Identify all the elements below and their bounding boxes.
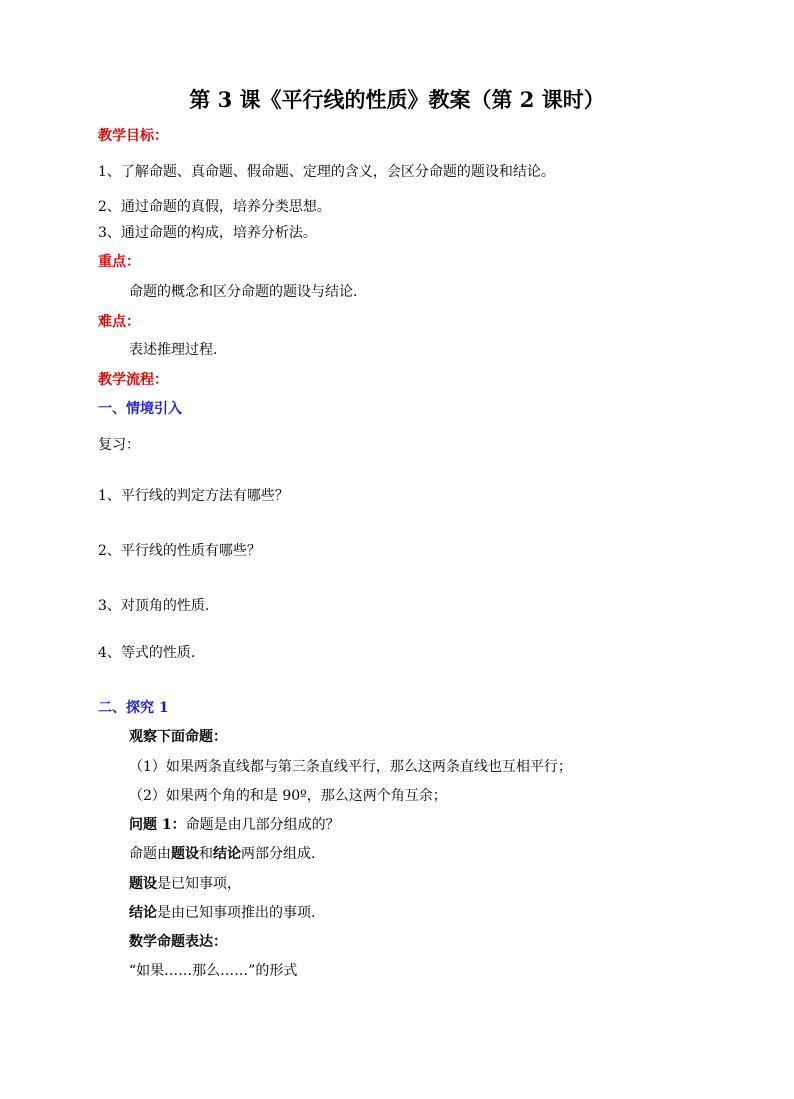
difficulty-text: 表述推理过程. xyxy=(129,342,218,358)
key-point-text: 命题的概念和区分命题的题设与结论. xyxy=(129,284,358,300)
composition-part-a: 命题由 xyxy=(129,846,171,862)
objective-item-1: 1、了解命题、真命题、假命题、定理的含义，会区分命题的题设和结论。 xyxy=(98,164,555,180)
question-1 xyxy=(129,815,340,835)
observe-label: 观察下面命题： xyxy=(129,729,227,745)
conclusion-definition: 是由已知事项推出的事项. xyxy=(157,905,316,921)
review-question-3: 3、对顶角的性质. xyxy=(98,598,210,614)
expression-label: 数学命题表达： xyxy=(129,934,227,950)
key-point-heading: 重点： xyxy=(98,254,140,270)
section2-heading: 二、探究 1 xyxy=(98,700,169,716)
composition-premise: 题设 xyxy=(171,846,199,862)
premise-term: 题设 xyxy=(129,876,157,892)
conclusion-line xyxy=(129,903,315,923)
composition-conclusion: 结论 xyxy=(213,846,241,862)
composition-part-c: 和 xyxy=(199,846,213,862)
review-question-2: 2、平行线的性质有哪些？ xyxy=(98,543,261,559)
proposition-2: （2）如果两个角的和是 90º，那么这两个角互余； xyxy=(129,788,447,804)
review-label: 复习： xyxy=(98,437,140,453)
review-question-4: 4、等式的性质. xyxy=(98,645,196,661)
objective-item-2: 2、通过命题的真假，培养分类思想。 xyxy=(98,199,331,215)
objectives-heading: 教学目标： xyxy=(98,128,168,144)
flow-heading: 教学流程： xyxy=(98,372,168,388)
expression-text: “如果……那么……”的形式 xyxy=(129,963,298,979)
composition-part-e: 两部分组成. xyxy=(241,846,316,862)
question-1-label: 问题 1： xyxy=(129,817,186,833)
proposition-1: （1）如果两条直线都与第三条直线平行，那么这两条直线也互相平行； xyxy=(129,759,572,775)
page-title: 第 3 课《平行线的性质》教案（第 2 课时） xyxy=(189,87,605,112)
review-question-1: 1、平行线的判定方法有哪些？ xyxy=(98,488,289,504)
premise-definition: 是已知事项， xyxy=(157,876,241,892)
conclusion-term: 结论 xyxy=(129,905,157,921)
premise-line xyxy=(129,874,241,894)
difficulty-heading: 难点： xyxy=(98,314,140,330)
composition-line xyxy=(129,844,315,864)
question-1-text: 命题是由几部分组成的？ xyxy=(185,817,340,833)
section1-heading: 一、情境引入 xyxy=(98,401,182,417)
objective-item-3: 3、通过命题的构成，培养分析法。 xyxy=(98,225,317,241)
